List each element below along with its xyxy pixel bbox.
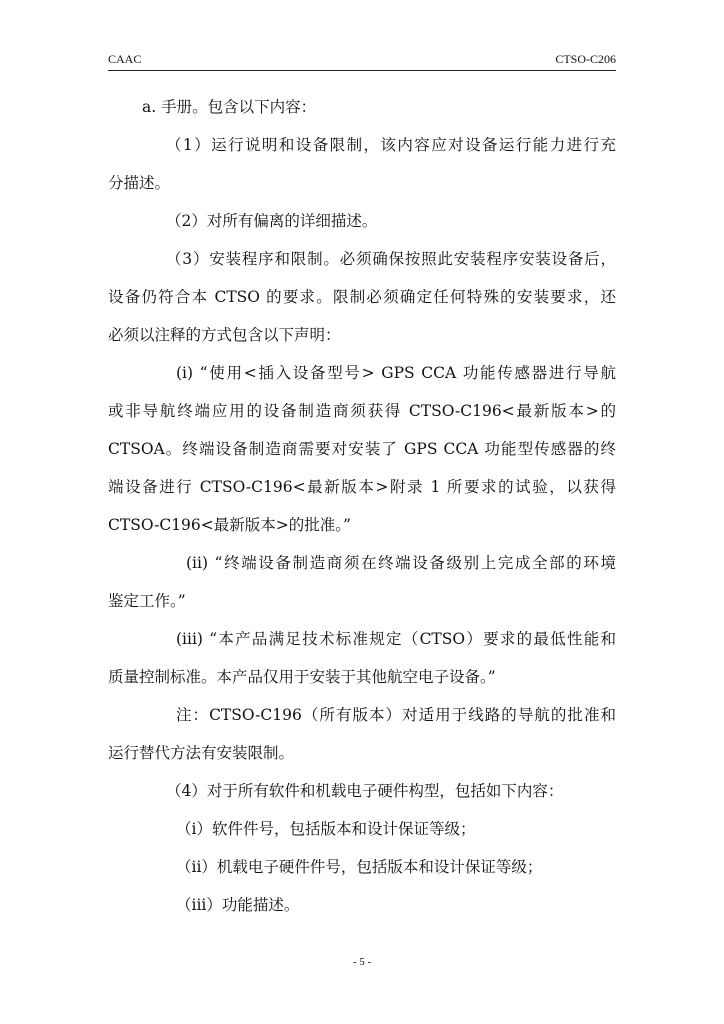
text-line: (ii) “终端设备制造商须在终端设备级别上完成全部的环境 xyxy=(186,554,616,572)
text-line: 分描述。 xyxy=(108,174,171,192)
text-line: a. 手册。包含以下内容： xyxy=(142,98,317,116)
text-line: 必须以注释的方式包含以下声明： xyxy=(108,326,341,344)
header-left: CAAC xyxy=(108,52,142,66)
text-line: 运行替代方法有安装限制。 xyxy=(108,744,295,762)
text-line: 或非导航终端应用的设备制造商须获得 CTSO-C196<最新版本>的 xyxy=(108,402,616,420)
text-line: 鉴定工作。” xyxy=(108,592,186,610)
text-line: （ii）机载电子硬件件号，包括版本和设计保证等级； xyxy=(176,858,543,876)
text-line: （3）安装程序和限制。必须确保按照此安装程序安装设备后， xyxy=(166,250,616,268)
text-line: 质量控制标准。本产品仅用于安装于其他航空电子设备。” xyxy=(108,668,496,686)
text-line: 注：CTSO-C196（所有版本）对适用于线路的导航的批准和 xyxy=(176,706,616,724)
header-rule xyxy=(108,70,616,71)
text-line: (i) “使用<插入设备型号> GPS CCA 功能传感器进行导航 xyxy=(176,364,616,382)
text-line: （1）运行说明和设备限制，该内容应对设备运行能力进行充 xyxy=(166,136,616,154)
text-line: CTSO-C196<最新版本>的批准。” xyxy=(108,516,351,534)
page-number: - 5 - xyxy=(352,956,372,968)
text-line: (iii) “本产品满足技术标准规定（CTSO）要求的最低性能和 xyxy=(176,630,616,648)
text-line: CTSOA。终端设备制造商需要对安装了 GPS CCA 功能型传感器的终 xyxy=(108,440,616,458)
text-line: （i）软件件号，包括版本和设计保证等级； xyxy=(176,820,476,838)
text-line: （2）对所有偏离的详细描述。 xyxy=(166,212,378,230)
header-right: CTSO-C206 xyxy=(555,52,616,66)
text-line: 端设备进行 CTSO-C196<最新版本>附录 1 所要求的试验，以获得 xyxy=(108,478,616,496)
text-line: （iii）功能描述。 xyxy=(176,896,300,914)
text-line: 设备仍符合本 CTSO 的要求。限制必须确定任何特殊的安装要求，还 xyxy=(108,288,616,306)
text-line: （4）对于所有软件和机载电子硬件构型，包括如下内容： xyxy=(166,782,564,800)
